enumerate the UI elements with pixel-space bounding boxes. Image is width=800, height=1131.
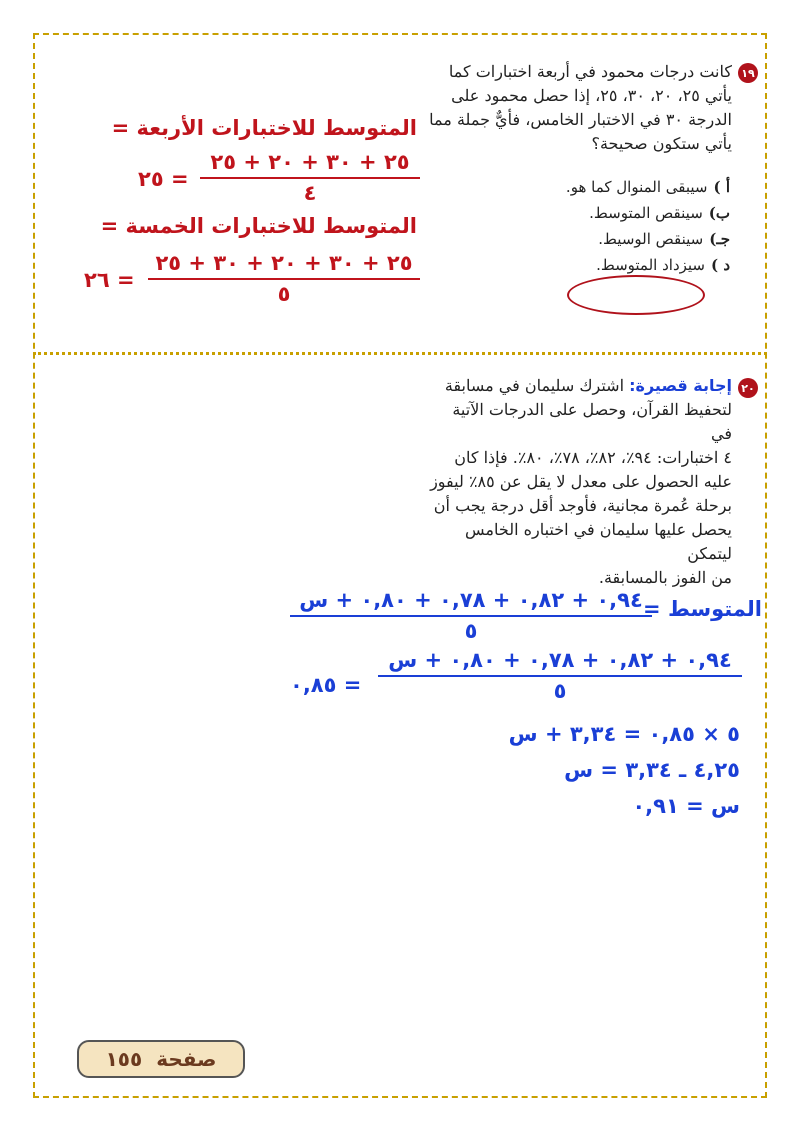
mean-five-result: = ٢٦ (84, 268, 135, 292)
question-20-line: من الفوز بالمسابقة. (598, 568, 732, 587)
mean-five-numerator: ٢٥ + ٣٠ + ٢٠ + ٣٠ + ٢٥ (148, 251, 420, 280)
mean-fraction-1-denominator: ٥ (464, 619, 478, 643)
page-word: صفحة (156, 1047, 217, 1071)
section-divider (33, 352, 767, 355)
question-20-line: برحلة عُمرة مجانية، فأوجد أقل درجة يجب أن (433, 496, 732, 515)
mean-fraction-2-denominator: ٥ (553, 679, 567, 703)
equation-step-4: ٤,٢٥ ـ ٣,٣٤ = س (564, 758, 740, 782)
mean-five-denominator: ٥ (277, 282, 291, 306)
question-20-line: عليه الحصول على معدل لا يقل عن ٨٥٪ ليفوز (430, 472, 732, 491)
choice-a[interactable]: أ ) سيبقى المنوال كما هو. (565, 178, 730, 196)
question-19-line: يأتي ٢٥، ٢٠، ٣٠، ٢٥، إذا حصل محمود على (451, 86, 732, 105)
mean-fraction-2-numerator: ٠,٩٤ + ٠,٨٢ + ٠,٧٨ + ٠,٨٠ + س (378, 648, 742, 677)
mean-fraction-2-result: = ٠,٨٥ (290, 673, 362, 697)
mean-four-label: المتوسط للاختبارات الأربعة = (111, 116, 417, 140)
mean-four-fraction (200, 150, 420, 205)
choice-c[interactable]: جـ) سينقص الوسيط. (598, 230, 730, 248)
page-number: ١٥٥ (105, 1047, 143, 1071)
question-20-text (430, 374, 732, 590)
mean-four-numerator: ٢٥ + ٣٠ + ٢٠ + ٢٥ (200, 150, 420, 179)
question-20-line: يحصل عليها سليمان في اختباره الخامس ليتمكن (465, 520, 732, 563)
question-19-line: كانت درجات محمود في أربعة اختبارات كما (448, 62, 732, 81)
question-19-line: الدرجة ٣٠ في الاختبار الخامس، فأيٌّ جملة مما (429, 110, 732, 129)
mean-four-denominator: ٤ (303, 181, 317, 205)
choice-b[interactable]: ب) سينقص المتوسط. (589, 204, 730, 222)
mean-fraction-1 (290, 588, 652, 643)
mean-four-result: = ٢٥ (138, 167, 189, 191)
mean-fraction-2 (378, 648, 742, 703)
question-19-choices (520, 174, 730, 278)
question-20-line: ٤ اختبارات: ٩٤٪، ٨٢٪، ٧٨٪، ٨٠٪. فإذا كان (454, 448, 732, 467)
choice-d[interactable]: د ) سيزداد المتوسط. (596, 256, 730, 274)
mean-fraction-1-numerator: ٠,٩٤ + ٠,٨٢ + ٠,٧٨ + ٠,٨٠ + س (290, 588, 652, 617)
selected-answer-circle (567, 275, 705, 315)
mean-label: المتوسط = (643, 597, 762, 621)
question-19-line: يأتي ستكون صحيحة؟ (591, 134, 732, 153)
mean-five-fraction (148, 251, 420, 306)
equation-step-5: س = ٠,٩١ (632, 794, 740, 818)
question-20-line: لتحفيظ القرآن، وحصل على الدرجات الآتية في (452, 400, 732, 443)
question-19-number: ١٩ (738, 63, 758, 83)
mean-five-label: المتوسط للاختبارات الخمسة = (100, 214, 417, 238)
page-number-badge (77, 1040, 245, 1078)
question-20-number: ٢٠ (738, 378, 758, 398)
question-20-line: إجابة قصيرة: اشترك سليمان في مسابقة (444, 376, 732, 395)
equation-step-3: ٥ × ٠,٨٥ = ٣,٣٤ + س (508, 722, 740, 746)
question-19-text (420, 60, 732, 156)
short-answer-heading: إجابة قصيرة: (629, 376, 732, 395)
